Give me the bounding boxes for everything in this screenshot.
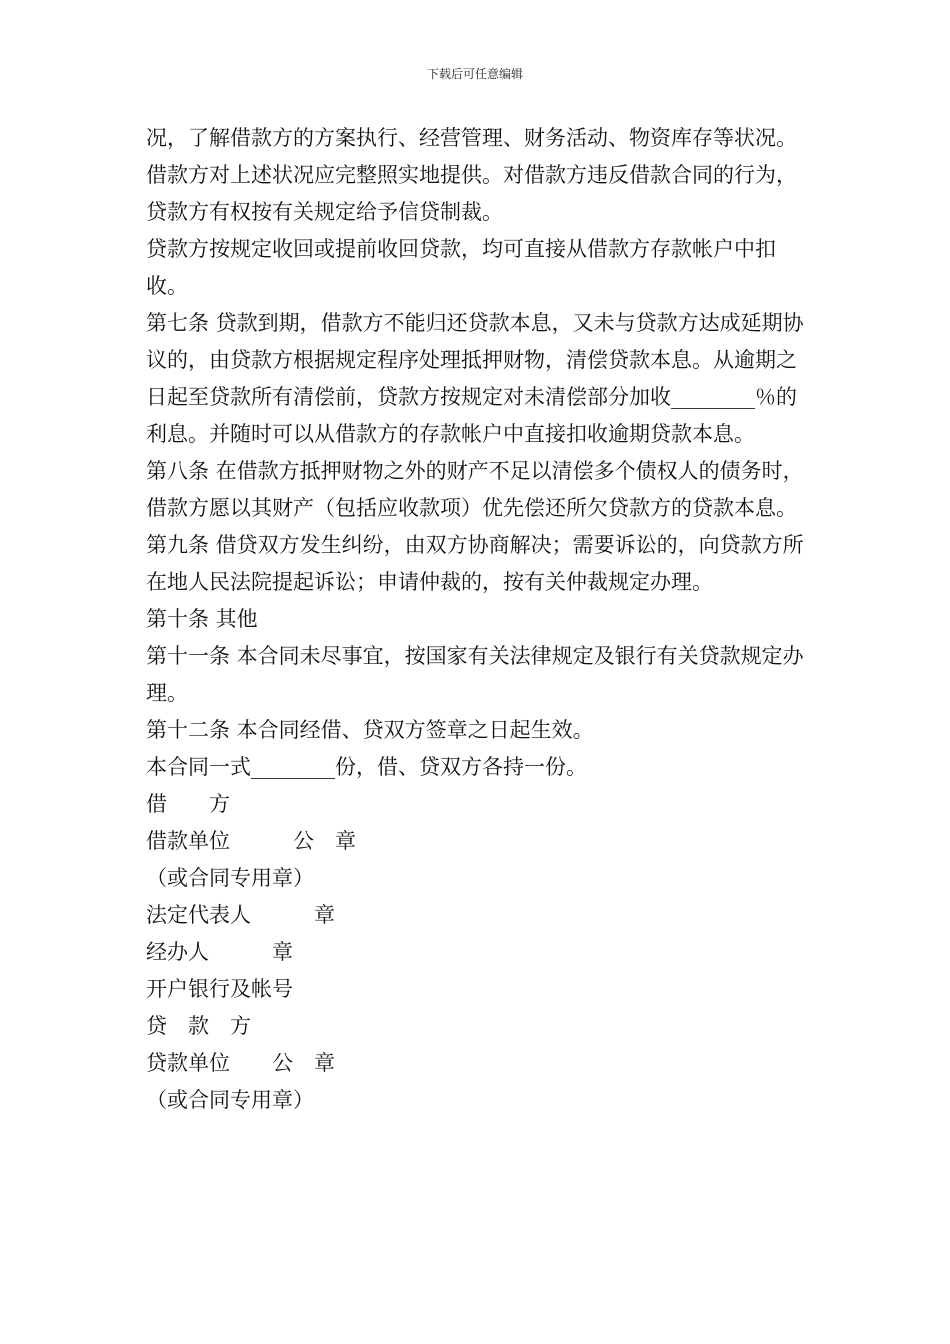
borrower-bank-account: 开户银行及帐号 [146,977,293,1001]
document-body [146,120,816,1119]
borrower-handler: 经办人 章 [146,940,293,964]
borrower-legal-representative: 法定代表人 章 [146,903,335,927]
borrower-contract-seal: （或合同专用章） [146,866,314,890]
paragraph-article-7: 第七条 贷款到期，借款方不能归还贷款本息，又未与贷款方达成延期协议的，由贷款方根据规定程序处理抵押财物，清偿贷款本息。从逾期之日起至贷款所有清偿前，贷款方按规定对未清偿部分加收________％的利息。并随时可以从借款方的存款帐户中直接扣收逾期贷款本息。 [146,311,804,446]
lender-contract-seal: （或合同专用章） [146,1088,314,1112]
lender-unit-seal: 贷款单位 公 章 [146,1051,335,1075]
paragraph-article-11: 第十一条 本合同未尽事宜，按国家有关法律规定及银行有关贷款规定办理。 [146,644,804,705]
borrower-heading: 借 方 [146,792,230,816]
paragraph-loan-recovery: 贷款方按规定收回或提前收回贷款，均可直接从借款方存款帐户中扣收。 [146,237,776,298]
paragraph-article-8: 第八条 在借款方抵押财物之外的财产不足以清偿多个债权人的债务时，借款方愿以其财产（包括应收款项）优先偿还所欠贷款方的贷款本息。 [146,459,804,520]
lender-heading: 贷 款 方 [146,1014,251,1038]
paragraph-article-12: 第十二条 本合同经借、贷双方签章之日起生效。 [146,718,594,742]
paragraph-article-9: 第九条 借贷双方发生纠纷，由双方协商解决；需要诉讼的，向贷款方所在地人民法院提起诉讼；申请仲裁的，按有关仲裁规定办理。 [146,533,804,594]
paragraph-article-10: 第十条 其他 [146,607,258,631]
paragraph-copies: 本合同一式________份，借、贷双方各持一份。 [146,755,587,779]
page-header: 下载后可任意编辑 [426,67,523,81]
borrower-unit-seal: 借款单位 公 章 [146,829,356,853]
paragraph-credit-supervision: 况，了解借款方的方案执行、经营管理、财务活动、物资库存等状况。借款方对上述状况应完整照实地提供。对借款方违反借款合同的行为，贷款方有权按有关规定给予信贷制裁。 [146,126,797,224]
